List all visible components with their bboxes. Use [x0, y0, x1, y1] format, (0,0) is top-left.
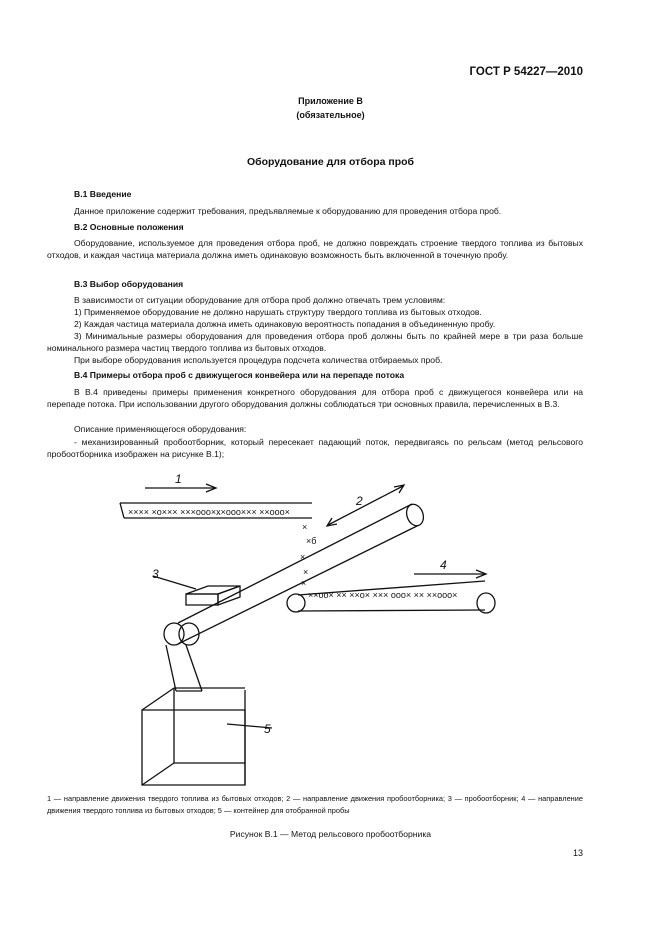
figure-caption: Рисунок В.1 — Метод рельсового пробоотборника — [229, 829, 432, 839]
section-b3-intro: В зависимости от ситуации оборудование для отбора проб должно отвечать трем условиям: — [74, 295, 446, 305]
figure-label-4: 4 — [440, 558, 447, 572]
section-b4-equipment-intro: Описание применяющегося оборудования: — [74, 424, 247, 434]
material-particles — [128, 507, 457, 600]
section-b3-note: При выборе оборудования используется процедура подсчета количества отбираемых проб. — [74, 355, 443, 365]
standard-header: ГОСТ Р 54227—2010 — [469, 66, 583, 78]
svg-text:××оо× ×× ××о× ××× ооо× ×× ××оо: ××оо× ×× ××о× ××× ооо× ×× ××ооо× — [308, 590, 458, 600]
arrow-2-icon — [327, 485, 404, 526]
svg-text:×: × — [302, 522, 308, 532]
figure-label-1: 1 — [175, 472, 182, 486]
sample-container — [142, 688, 245, 785]
arrow-4-icon — [414, 570, 486, 578]
svg-text:×: × — [301, 578, 307, 588]
main-title: Оборудование для отбора проб — [246, 156, 415, 168]
section-b3-item-2: 2) Каждая частица материала должна иметь одинаковую вероятность попадания в объединенную пробу. — [74, 319, 496, 329]
rail-sampler-figure — [90, 458, 610, 788]
svg-text:×б: ×б — [306, 536, 317, 546]
sampler-rail-conveyor — [164, 502, 426, 645]
svg-text:×: × — [303, 567, 309, 577]
section-b2-title: В.2 Основные положения — [74, 222, 184, 232]
leader-3 — [153, 576, 196, 589]
section-b3-title: В.3 Выбор оборудования — [74, 279, 184, 289]
page-number: 13 — [572, 848, 583, 858]
figure-legend: 1 — направление движения твердого топлива из бытовых отходов; 2 — направление движения пробоотборника; 3 — пробоотборник; 4 — направление движения твердого топлива из бытовых отходов; 5 — контейнер для отобранной пробы — [47, 794, 583, 815]
section-b1-text: Данное приложение содержит требования, предъявляемые к оборудованию для проведения отбора проб. — [74, 206, 502, 216]
appendix-title: Приложение В — [298, 96, 363, 106]
section-b3-item-3: 3) Минимальные размеры оборудования для проведения отбора проб должны быть по крайней мере в три раза больше номинального размера частиц твердого топлива из бытовых отходов. — [47, 331, 583, 354]
appendix-status: (обязательное) — [296, 110, 365, 120]
figure-label-5: 5 — [264, 722, 271, 736]
section-b4-title: В.4 Примеры отбора проб с движущегося конвейера или на перепаде потока — [74, 370, 405, 380]
figure-label-2: 2 — [356, 494, 363, 508]
section-b2-text: Оборудование, используемое для проведения отбора проб, не должно повреждать строение твердого топлива из бытовых отходов, и каждая частица материала должна иметь одинаковую возможность быть включенной в точечную пробу. — [47, 238, 583, 261]
svg-text:×××× ×o××× ×××ооо×х×ооо××× ××о: ×××× ×o××× ×××ооо×х×ооо××× ××ооо× — [128, 507, 290, 517]
figure-label-3: 3 — [152, 567, 159, 581]
section-b4-equipment-item: - механизированный пробоотборник, который пересекает падающий поток, передвигаясь по рельсам (метод рельсового пробоотборника изображен на рисунке В.1); — [47, 437, 583, 460]
section-b4-text: В В.4 приведены примеры применения конкретного оборудования для отбора проб с движущегося конвейера или на перепаде потока. При использовании другого оборудования должны соблюдаться три основных правила, перечисленных в В.3. — [47, 387, 583, 410]
chute — [166, 645, 202, 691]
svg-text:×: × — [300, 552, 306, 562]
section-b3-item-1: 1) Применяемое оборудование не должно нарушать структуру твердого топлива из бытовых отходов. — [74, 307, 482, 317]
section-b1-title: В.1 Введение — [74, 189, 132, 199]
appendix-heading — [0, 94, 661, 122]
